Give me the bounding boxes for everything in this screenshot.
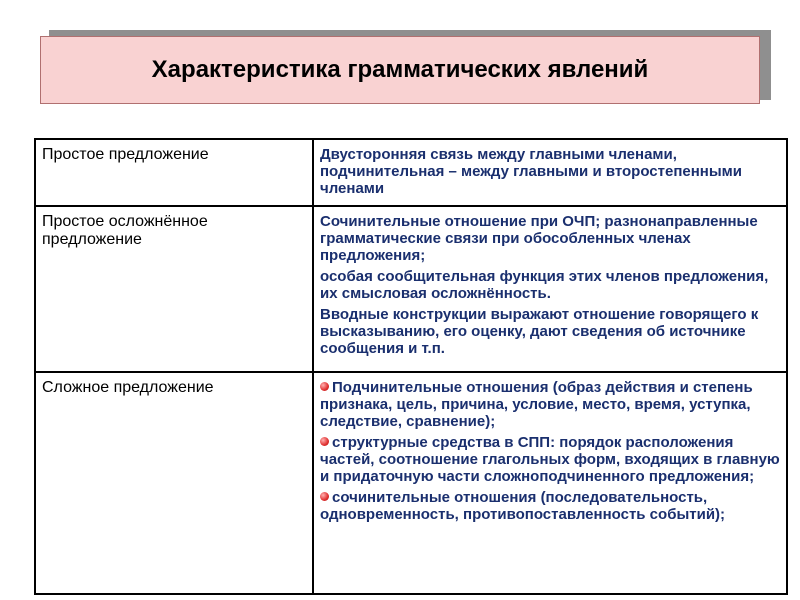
bullet-text: сочинительные отношения (последовательность, одновременность, противопоставленность событий); xyxy=(320,489,726,523)
red-sphere-bullet-icon xyxy=(320,437,329,446)
bullet-text: Подчинительные отношения (образ действия и степень признака, цель, причина, условие, место, время, уступка, следствие, сравнение); xyxy=(320,379,753,430)
red-sphere-bullet-icon xyxy=(320,382,329,391)
page-title: Характеристика грамматических явлений xyxy=(151,56,649,83)
bullet-text: структурные средства в СПП: порядок расположения частей, соотношение глагольных форм, входящих в главную и придаточную части сложноподчиненного предложения; xyxy=(320,434,780,485)
bullet-item xyxy=(320,434,780,485)
description-paragraph: Вводные конструкции выражают отношение говорящего к высказыванию, его оценку, дают сведения об источнике сообщения и т.п. xyxy=(320,306,759,357)
row-description-cell xyxy=(313,139,787,206)
row-description-cell xyxy=(313,206,787,372)
title-box xyxy=(40,36,760,104)
description-paragraph: особая сообщительная функция этих членов предложения, их смысловая осложнённость. xyxy=(320,268,769,302)
bullet-item xyxy=(320,489,780,523)
table-row xyxy=(35,372,787,594)
row-label: Сложное предложение xyxy=(42,379,214,396)
row-label-cell xyxy=(35,139,313,206)
red-sphere-bullet-icon xyxy=(320,492,329,501)
row-label-cell xyxy=(35,206,313,372)
bullet-item xyxy=(320,379,780,430)
row-label: Простое предложение xyxy=(42,146,209,163)
description-paragraph: Двусторонняя связь между главными членами, подчинительная – между главными и второстепенными членами xyxy=(320,146,742,197)
row-label-cell xyxy=(35,372,313,594)
table-row xyxy=(35,206,787,372)
table-row xyxy=(35,139,787,206)
row-label: Простое осложнённое предложение xyxy=(42,213,208,248)
row-description-cell xyxy=(313,372,787,594)
grammar-table xyxy=(34,138,788,595)
description-paragraph: Сочинительные отношение при ОЧП; разнонаправленные грамматические связи при обособленных членах предложения; xyxy=(320,213,758,264)
